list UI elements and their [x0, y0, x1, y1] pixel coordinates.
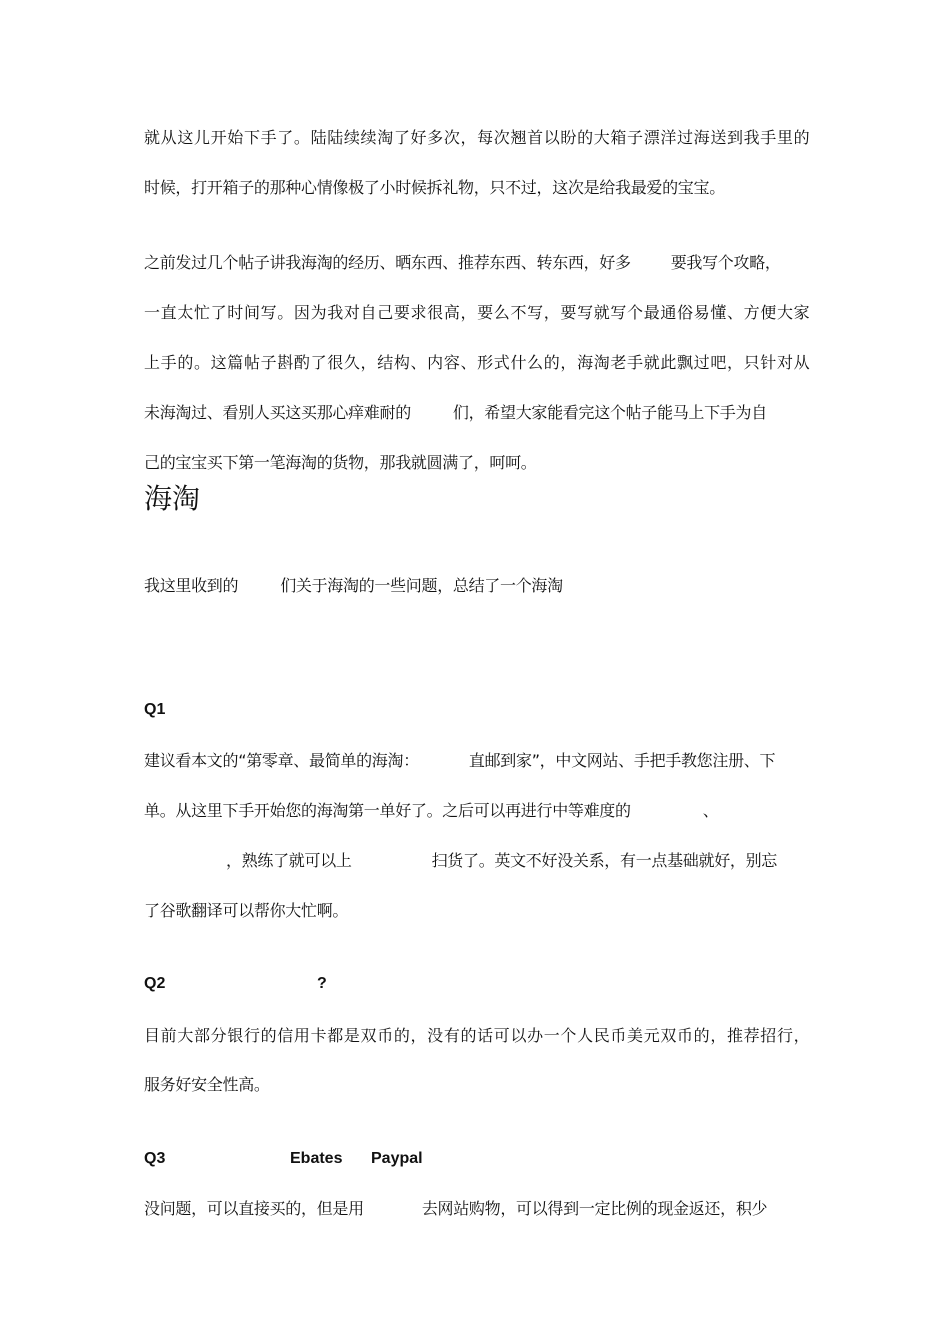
body-text-line: 一 直 太 忙 了 时 间 写 。 因 为 我 对 自 己 要 求 很 高 ， 要 么 不 写 ， 要 写 就 写 个 最 通 俗 易 懂 、 方 便 大 家 — [144, 303, 810, 322]
question-label: Q2 — [144, 975, 166, 992]
body-text-line — [144, 751, 775, 771]
body-text-line — [144, 1199, 767, 1219]
question-mark: ? — [317, 975, 327, 992]
text-span: 建议看本文的“第零章、最简单的海淘： — [144, 751, 419, 770]
body-text-line: 服务好安全性高。 — [144, 1075, 270, 1094]
text-span: 们，希望大家能看完这个帖子能马上下手为自 — [452, 403, 767, 422]
question-label: Q3 — [144, 1150, 166, 1167]
text-span: 去网站购物，可以得到一定比例的现金返还，积少 — [421, 1199, 768, 1218]
body-text-line — [144, 576, 563, 596]
text-span: ，熟练了就可以上 — [226, 851, 352, 870]
section-heading: 海淘 — [144, 482, 201, 515]
text-span: 单。从这里下手开始您的海淘第一单好了。之后可以再进行中等难度的 — [144, 801, 631, 820]
text-span: 、 — [702, 801, 719, 820]
text-span: 们关于海淘的一些问题，总结了一个海淘 — [280, 576, 563, 595]
question-keyword: Ebates — [290, 1150, 343, 1167]
body-text-line: 己的宝宝买下第一笔海淘的货物，那我就圆满了，呵呵。 — [144, 453, 537, 472]
body-text-line — [144, 253, 781, 273]
text-span: 未海淘过、看别人买这买那心痒难耐的 — [144, 403, 411, 422]
body-text-line — [144, 801, 718, 821]
text-span: 之前发过几个帖子讲我海淘的经历、晒东西、推荐东西、转东西，好多 — [144, 253, 631, 272]
body-text-line: 目 前 大 部 分 银 行 的 信 用 卡 都 是 双 币 的 ， 没 有 的 话 可 以 办 一 个 人 民 币 美 元 双 币 的 ， 推 荐 招 行 ， — [144, 1026, 810, 1045]
body-text-line: 上 手 的 。 这 篇 帖 子 斟 酌 了 很 久 ， 结 构 、 内 容 、 形 式 什 么 的 ， 海 淘 老 手 就 此 飘 过 吧 ， 只 针 对 从 — [144, 353, 810, 372]
question-keyword: Paypal — [371, 1150, 423, 1167]
body-text-line — [144, 851, 777, 871]
text-span: 我这里收到的 — [144, 576, 239, 595]
body-text-line: 时候，打开箱子的那种心情像极了小时候拆礼物，只不过，这次是给我最爱的宝宝。 — [144, 178, 725, 197]
text-span: 直邮到家”，中文网站、手把手教您注册、下 — [468, 751, 776, 770]
text-span: 扫货了。英文不好没关系，有一点基础就好，别忘 — [431, 851, 778, 870]
body-text-line: 了谷歌翻译可以帮你大忙啊。 — [144, 901, 349, 920]
text-span: 要我写个攻略， — [670, 253, 781, 272]
body-text-line: 就 从 这 儿 开 始 下 手 了 。 陆 陆 续 续 淘 了 好 多 次 ， 每 次 翘 首 以 盼 的 大 箱 子 漂 洋 过 海 送 到 我 手 里 的 — [144, 128, 810, 147]
text-span: 没问题，可以直接买的，但是用 — [144, 1199, 364, 1218]
body-text-line — [144, 403, 767, 423]
question-label: Q1 — [144, 701, 166, 718]
